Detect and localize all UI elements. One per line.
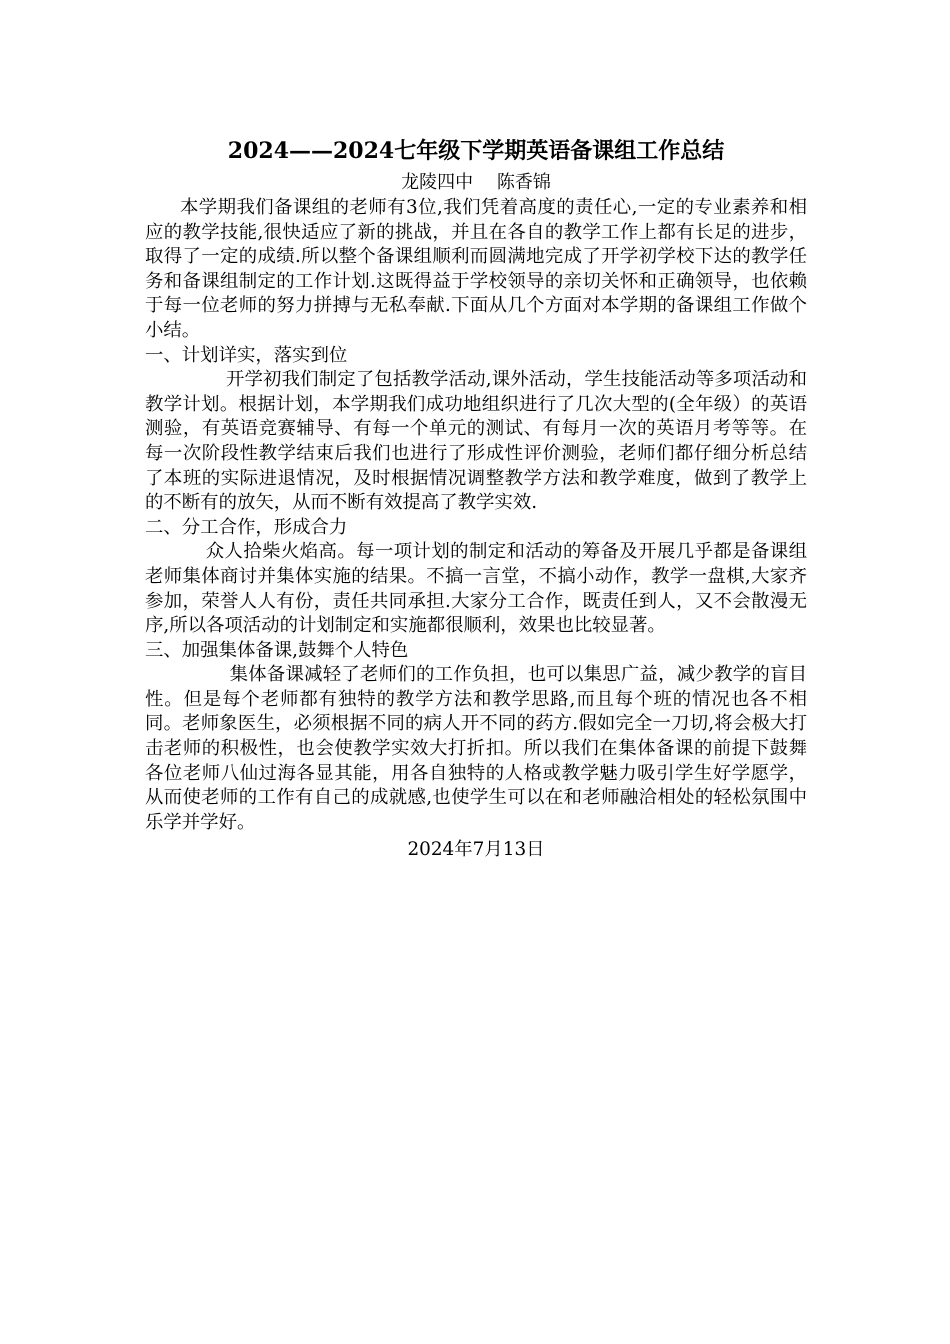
intro-paragraph: 本学期我们备课组的老师有3位,我们凭着高度的责任心,一定的专业素养和相应的教学技能,很快适应了新的挑战，并且在各自的教学工作上都有长足的进步，取得了一定的成绩.所以整个备课组顺利而圆满地完成了开学初学校下达的教学任务和备课组制定的工作计划.这既得益于学校领导的亲切关怀和正确领导，也依赖于每一位老师的努力拼搏与无私奉献.下面从几个方面对本学期的备课组工作做个小结。 — [145, 197, 807, 341]
section-body-1: 开学初我们制定了包括教学活动,课外活动，学生技能活动等多项活动和教学计划。根据计划，本学期我们成功地组织进行了几次大型的(全年级）的英语测验，有英语竞赛辅导、有每一个单元的测试、有每月一次的英语月考等等。在每一次阶段性教学结束后我们也进行了形成性评价测验，老师们都仔细分析总结了本班的实际进退情况，及时根据情况调整教学方法和教学难度，做到了教学上的不断有的放矢，从而不断有效提高了教学实效. — [145, 369, 807, 514]
document-author: 龙陵四中 陈香锦 — [401, 172, 551, 193]
section-heading-3: 三、加强集体备课,鼓舞个人特色 — [145, 639, 409, 661]
document-date: 2024年7月13日 — [407, 839, 545, 861]
section-heading-2: 二、分工合作，形成合力 — [145, 516, 348, 538]
document-title: 2024——2024七年级下学期英语备课组工作总结 — [227, 138, 725, 164]
section-heading-1: 一、计划详实，落实到位 — [145, 344, 348, 366]
document-content — [145, 134, 807, 863]
section-body-2: 众人拾柴火焰高。每一项计划的制定和活动的筹备及开展几乎都是备课组老师集体商讨并集体实施的结果。不搞一言堂，不搞小动作，教学一盘棋,大家齐参加，荣誉人人有份，责任共同承担.大家分工合作，既责任到人，又不会散漫无序,所以各项活动的计划制定和实施都很顺利，效果也比较显著。 — [145, 541, 807, 637]
section-body-3: 集体备课减轻了老师们的工作负担，也可以集思广益，减少教学的盲目性。但是每个老师都有独特的教学方法和教学思路,而且每个班的情况也各不相同。老师象医生，必须根据不同的病人开不同的药方.假如完全一刀切,将会极大打击老师的积极性，也会使教学实效大打折扣。所以我们在集体备课的前提下鼓舞各位老师八仙过海各显其能，用各自独特的人格或教学魅力吸引学生好学愿学，从而使老师的工作有自己的成就感,也使学生可以在和老师融洽相处的轻松氛围中乐学并学好。 — [145, 664, 807, 833]
